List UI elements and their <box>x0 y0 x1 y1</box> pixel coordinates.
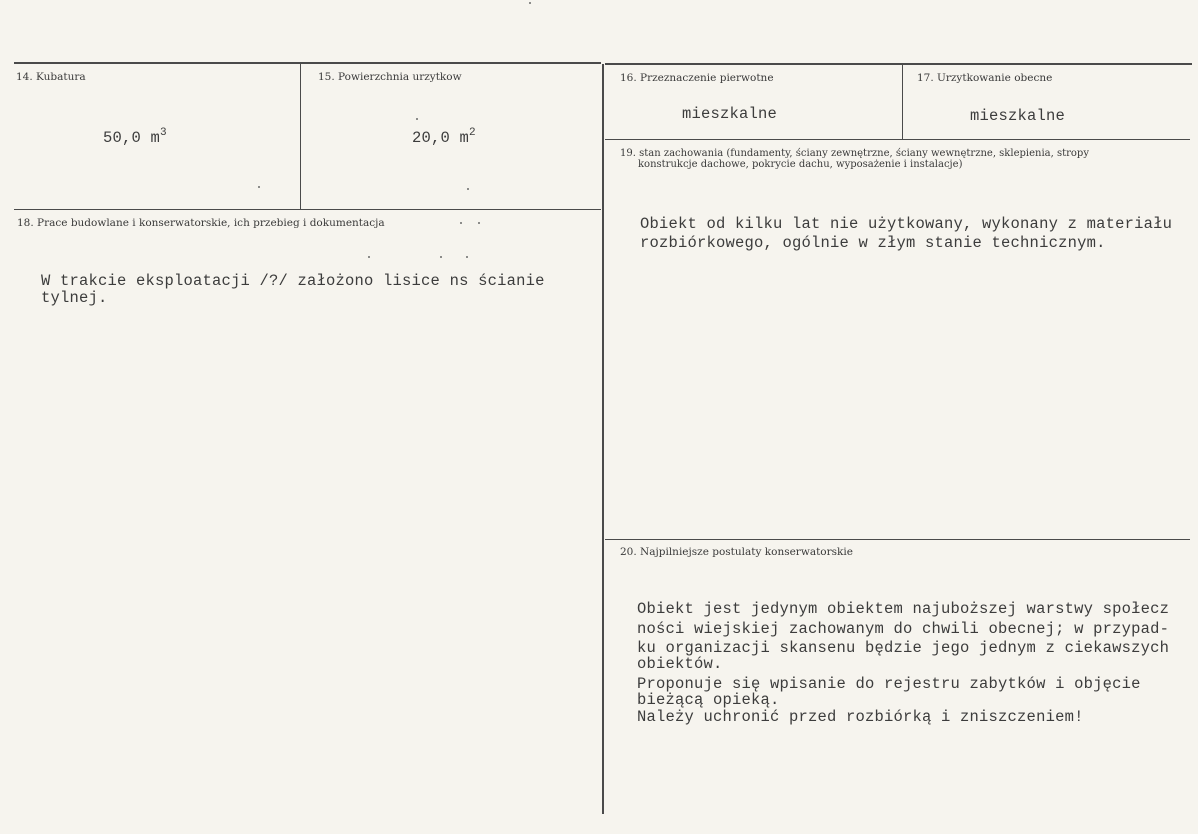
field-14-exponent: 3 <box>160 127 167 139</box>
field-14-number: 50,0 m <box>103 129 161 147</box>
field-20-line-3: ku organizacji skansenu będzie jego jednym z ciekawszych <box>637 639 1170 657</box>
rule-below-14-15 <box>14 209 601 210</box>
speck <box>440 256 442 258</box>
field-20-line-5: Proponuje się wpisanie do rejestru zabytków i objęcie <box>637 675 1141 693</box>
field-20-line-2: ności wiejskiej zachowanym do chwili obecnej; w przypad- <box>637 620 1170 638</box>
field-20-label: 20. Najpilniejsze postulaty konserwatorskie <box>620 546 853 558</box>
field-20-line-6: bieżącą opieką. <box>637 691 780 709</box>
field-19-label-line-1: 19. stan zachowania (fundamenty, ściany zewnętrzne, ściany wewnętrzne, sklepienia, stropy <box>620 148 1089 159</box>
field-18-label: 18. Prace budowlane i konserwatorskie, ich przebieg i dokumentacja <box>17 217 385 229</box>
field-19-line-2: rozbiórkowego, ogólnie w złym stanie technicznym. <box>640 234 1106 252</box>
divider-14-15 <box>300 64 301 209</box>
field-20-line-7: Należy uchronić przed rozbiórką i zniszczeniem! <box>637 708 1084 726</box>
speck <box>529 2 531 4</box>
field-18-line-1: W trakcie eksploatacji /?/ założono lisice ns ścianie <box>41 272 545 290</box>
field-20-line-1: Obiekt jest jedynym obiektem najuboższej warstwy społecz <box>637 600 1170 618</box>
rule-below-16-17 <box>605 139 1190 140</box>
field-17-value: mieszkalne <box>970 107 1066 125</box>
speck <box>478 222 480 224</box>
speck <box>416 118 418 120</box>
top-rule-right <box>605 63 1192 65</box>
field-14-label: 14. Kubatura <box>16 71 86 83</box>
field-15-number: 20,0 m <box>412 129 470 147</box>
field-15-exponent: 2 <box>469 127 476 139</box>
field-15-label: 15. Powierzchnia urzytkow <box>318 71 462 83</box>
field-14-value <box>103 127 167 147</box>
speck <box>368 256 370 258</box>
field-18-line-2: tylnej. <box>41 289 108 307</box>
top-rule-left <box>14 62 601 64</box>
field-17-label: 17. Urzytkowanie obecne <box>917 72 1053 84</box>
field-16-value: mieszkalne <box>682 105 778 123</box>
divider-16-17 <box>902 65 903 139</box>
rule-above-20 <box>605 539 1190 540</box>
speck <box>466 256 468 258</box>
field-20-line-4: obiektów. <box>637 655 723 673</box>
field-15-value <box>412 127 476 147</box>
speck <box>258 186 260 188</box>
field-19-label-line-2: konstrukcje dachowe, pokrycie dachu, wyposażenie i instalacje) <box>638 159 963 170</box>
field-16-label: 16. Przeznaczenie pierwotne <box>620 72 774 84</box>
divider-main-vertical <box>602 64 604 814</box>
field-19-line-1: Obiekt od kilku lat nie użytkowany, wykonany z materiału <box>640 215 1173 233</box>
speck <box>460 222 462 224</box>
speck <box>467 188 469 190</box>
